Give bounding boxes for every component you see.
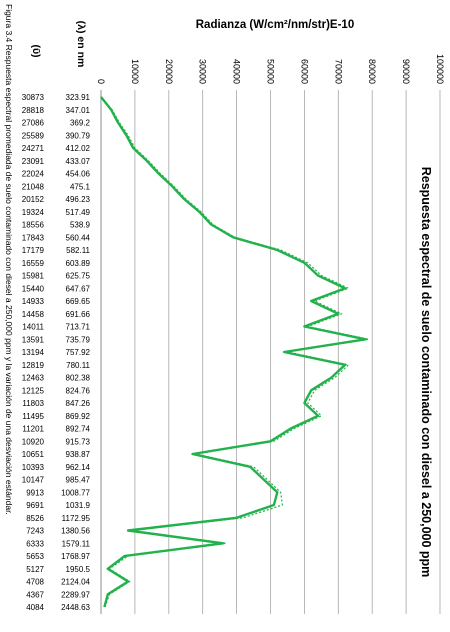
wavelength-tick-label: 560.44 [65,233,90,243]
wavelength-tick-label: 454.06 [65,169,90,179]
wavenumber-tick-label: 19324 [21,207,44,217]
wavelength-tick-label: 625.75 [65,271,90,281]
wavenumber-tick-label: 17843 [21,233,44,243]
wavelength-tick-label: 962.14 [65,462,90,472]
wavelength-tick-label: 1172.95 [61,513,90,523]
value-tick-label: 60000 [299,58,310,84]
wavenumber-tick-label: 13591 [21,335,44,345]
value-tick-label: 80000 [367,58,378,84]
wavelength-tick-label: 603.89 [65,258,90,268]
value-axis-tick-labels [96,54,445,84]
wavenumber-tick-label: 25589 [21,131,44,141]
wavenumber-tick-label: 10393 [21,462,44,472]
value-tick-label: 30000 [197,58,208,84]
wavelength-tick-label: 713.71 [65,322,90,332]
wavenumber-tick-labels [22,93,45,612]
wavenumber-tick-label: 21048 [21,182,44,192]
wavenumber-tick-label: 14933 [21,297,44,306]
wavenumber-tick-label: 9691 [26,501,44,510]
wavenumber-tick-label: 12125 [21,386,44,396]
wavenumber-tick-label: 23091 [21,156,44,166]
value-tick-label: 10000 [129,58,140,84]
wavenumber-tick-label: 15440 [21,284,44,294]
wavenumber-tick-label: 30873 [21,93,44,102]
wavelength-tick-label: 1768.97 [61,552,90,561]
value-tick-label: 90000 [401,58,412,84]
wavenumber-tick-label: 27086 [21,118,44,128]
wavenumber-tick-label: 14458 [21,309,44,319]
wavenumber-tick-label: 12463 [21,373,44,383]
series-layer [101,97,369,607]
value-tick-label: 100000 [435,53,445,84]
wavenumber-tick-label: 18556 [21,220,44,230]
wavelength-tick-label: 824.76 [65,386,90,396]
wavelength-tick-label: 2289.97 [61,590,90,600]
chart-title: Respuesta espectral de suelo contaminado con diesel a 250,000 ppm [419,166,433,578]
wavelength-tick-label: 985.47 [65,475,90,485]
wavelength-tick-label: 496.23 [65,195,90,204]
wavelength-tick-label: 1380.56 [61,526,90,536]
value-tick-label: 20000 [163,58,174,84]
wavenumber-tick-label: 10651 [21,450,44,459]
wavelength-tick-labels [61,93,90,612]
wavenumber-tick-label: 5127 [26,564,44,574]
wavenumber-tick-label: 7243 [26,526,44,536]
wavelength-tick-label: 757.92 [65,348,90,357]
wavelength-tick-label: 538.9 [69,220,90,230]
wavenumber-tick-label: 16559 [21,258,44,268]
wavelength-tick-label: 475.1 [69,182,90,192]
wavelength-tick-label: 938.87 [65,450,90,459]
wavelength-tick-label: 802.38 [65,373,90,383]
wavenumber-tick-label: 24271 [21,144,44,153]
value-tick-label: 50000 [265,58,276,84]
value-tick-label: 0 [96,78,106,84]
series-line-deviation [101,97,369,607]
wavenumber-tick-label: 22024 [21,169,44,179]
wavenumber-tick-label: 13194 [21,348,44,357]
wavenumber-tick-label: 8526 [26,513,44,523]
value-tick-label: 70000 [333,58,344,84]
wavelength-tick-label: 735.79 [65,335,90,345]
wavenumber-tick-label: 11495 [22,411,44,421]
wavenumber-tick-label: 4084 [26,603,44,612]
wavelength-tick-label: 647.67 [65,284,90,294]
wavenumber-tick-label: 28818 [21,105,44,115]
wavenumber-tick-label: 10147 [21,475,44,485]
wavelength-tick-label: 1008.77 [61,488,90,498]
wavelength-tick-label: 869.92 [65,411,90,421]
wavenumber-tick-label: 4708 [26,577,44,587]
wavenumber-tick-label: 17179 [21,246,44,255]
wavelength-tick-label: 517.49 [65,207,90,217]
wavenumber-tick-label: 9913 [26,488,44,498]
wavelength-tick-label: 323.91 [65,93,90,102]
wavelength-tick-label: 691.66 [65,309,90,319]
wavelength-tick-label: 412.02 [65,144,90,153]
value-tick-label: 40000 [231,58,242,84]
wavenumber-tick-label: 6333 [26,539,44,549]
wavelength-tick-label: 347.01 [65,105,90,115]
series-line-mean [101,97,365,607]
figure-caption: Figura 3.4 Respuesta espectral promediada de suelo contaminado con diesel a 250,000 ppm y la variación de una desviación estándar. [4,4,14,515]
wavelength-tick-label: 847.26 [65,399,90,408]
wavenumber-tick-label: 11201 [22,424,44,434]
wavenumber-tick-label: 10920 [21,437,44,447]
wavelength-tick-label: 780.11 [66,360,90,370]
value-axis-label: Radianza (W/cm²/nm/str)E-10 [195,19,355,31]
wavelength-tick-label: 669.65 [65,297,90,306]
wavelength-tick-label: 915.73 [65,437,90,447]
wavelength-tick-label: 2448.63 [61,603,90,612]
wavelength-tick-label: 2124.04 [61,577,90,587]
wavelength-tick-label: 369.2 [69,118,90,128]
wavenumber-tick-label: 20152 [21,195,44,204]
wavelength-tick-label: 582.11 [66,246,90,255]
wavelength-tick-label: 1031.9 [65,501,90,510]
wavelength-tick-label: 892.74 [65,424,90,434]
wavelength-tick-label: 390.79 [65,131,90,141]
wavenumber-tick-label: 15981 [21,271,44,281]
wavenumber-axis-label: (ῡ) [30,44,42,58]
wavenumber-tick-label: 14011 [22,322,44,332]
wavelength-axis-label: (λ) en nm [75,20,87,68]
wavenumber-tick-label: 11803 [22,399,44,408]
wavenumber-tick-label: 5653 [26,552,44,561]
wavelength-tick-label: 1950.5 [65,564,90,574]
wavelength-tick-label: 1579.11 [61,539,90,549]
wavenumber-tick-label: 12819 [21,360,44,370]
wavenumber-tick-label: 4367 [26,590,44,600]
wavelength-tick-label: 433.07 [65,156,90,166]
